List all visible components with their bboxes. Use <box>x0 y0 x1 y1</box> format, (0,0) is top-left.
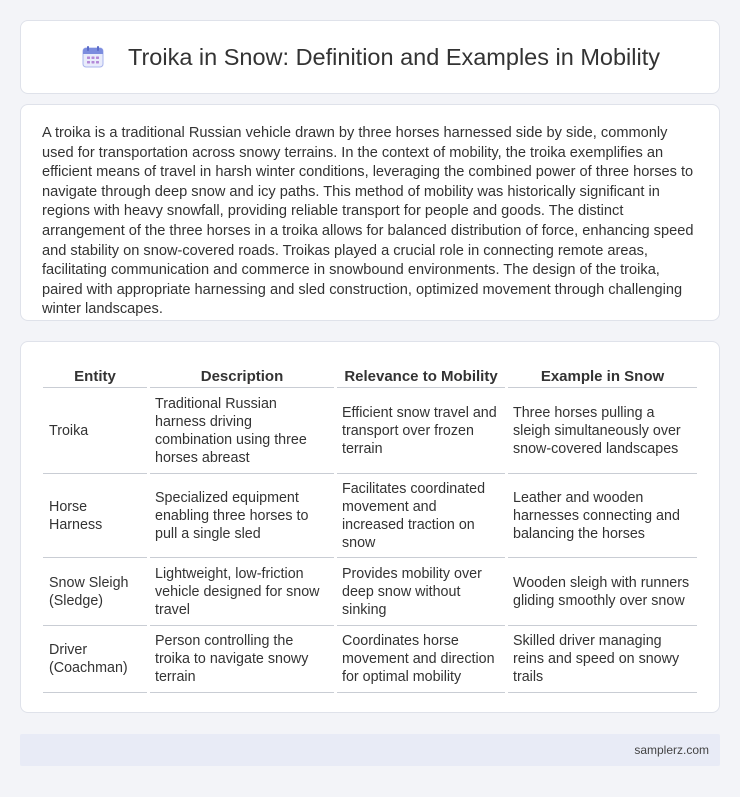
column-header-description: Description <box>150 362 334 388</box>
footer-bar <box>20 734 720 766</box>
column-header-example: Example in Snow <box>508 362 697 388</box>
page-title: Troika in Snow: Definition and Examples in Mobility <box>127 43 661 70</box>
cell-example: Three horses pulling a sleigh simultaneously over snow-covered landscapes <box>508 388 697 474</box>
cell-description: Traditional Russian harness driving combination using three horses abreast <box>150 388 334 474</box>
cell-example: Leather and wooden harnesses connecting and balancing the horses <box>508 474 697 558</box>
cell-example: Skilled driver managing reins and speed on snowy trails <box>508 626 697 693</box>
table-row <box>43 626 697 693</box>
column-header-relevance: Relevance to Mobility <box>337 362 505 388</box>
cell-entity: Horse Harness <box>43 474 147 558</box>
intro-paragraph: A troika is a traditional Russian vehicle drawn by three horses harnessed side by side, commonly used for transportation across snowy terrains. In the context of mobility, the troika exemplifies an efficient means of travel in harsh winter conditions, leveraging the combined power of three horses to navigate through deep snow and icy paths. This method of mobility was historically significant in regions with heavy snowfall, providing reliable transport for people and goods. The distinct arrangement of the three horses in a troika allows for balanced distribution of force, enhancing speed and stability on snow-covered roads. Troikas played a crucial role in connecting remote areas, facilitating communication and commerce in snowbound environments. The design of the troika, paired with appropriate harnessing and sled construction, optimized movement through challenging winter landscapes. <box>42 125 694 318</box>
cell-description: Person controlling the troika to navigate snowy terrain <box>150 626 334 693</box>
cell-description: Lightweight, low-friction vehicle designed for snow travel <box>150 558 334 626</box>
intro-card <box>20 104 720 321</box>
table-row <box>43 474 697 558</box>
title-card <box>20 20 720 94</box>
cell-entity: Troika <box>43 388 147 474</box>
column-header-entity: Entity <box>43 362 147 388</box>
cell-relevance: Coordinates horse movement and direction for optimal mobility <box>337 626 505 693</box>
cell-entity: Snow Sleigh (Sledge) <box>43 558 147 626</box>
entity-table <box>40 362 700 693</box>
cell-relevance: Facilitates coordinated movement and increased traction on snow <box>337 474 505 558</box>
footer-site-link[interactable]: samplerz.com <box>634 743 709 757</box>
cell-relevance: Provides mobility over deep snow without sinking <box>337 558 505 626</box>
cell-relevance: Efficient snow travel and transport over frozen terrain <box>337 388 505 474</box>
table-card <box>20 341 720 713</box>
table-row <box>43 388 697 474</box>
table-row <box>43 558 697 626</box>
calendar-icon <box>80 44 106 70</box>
cell-entity: Driver (Coachman) <box>43 626 147 693</box>
cell-description: Specialized equipment enabling three horses to pull a single sled <box>150 474 334 558</box>
table-header-row <box>43 362 697 388</box>
cell-example: Wooden sleigh with runners gliding smoothly over snow <box>508 558 697 626</box>
